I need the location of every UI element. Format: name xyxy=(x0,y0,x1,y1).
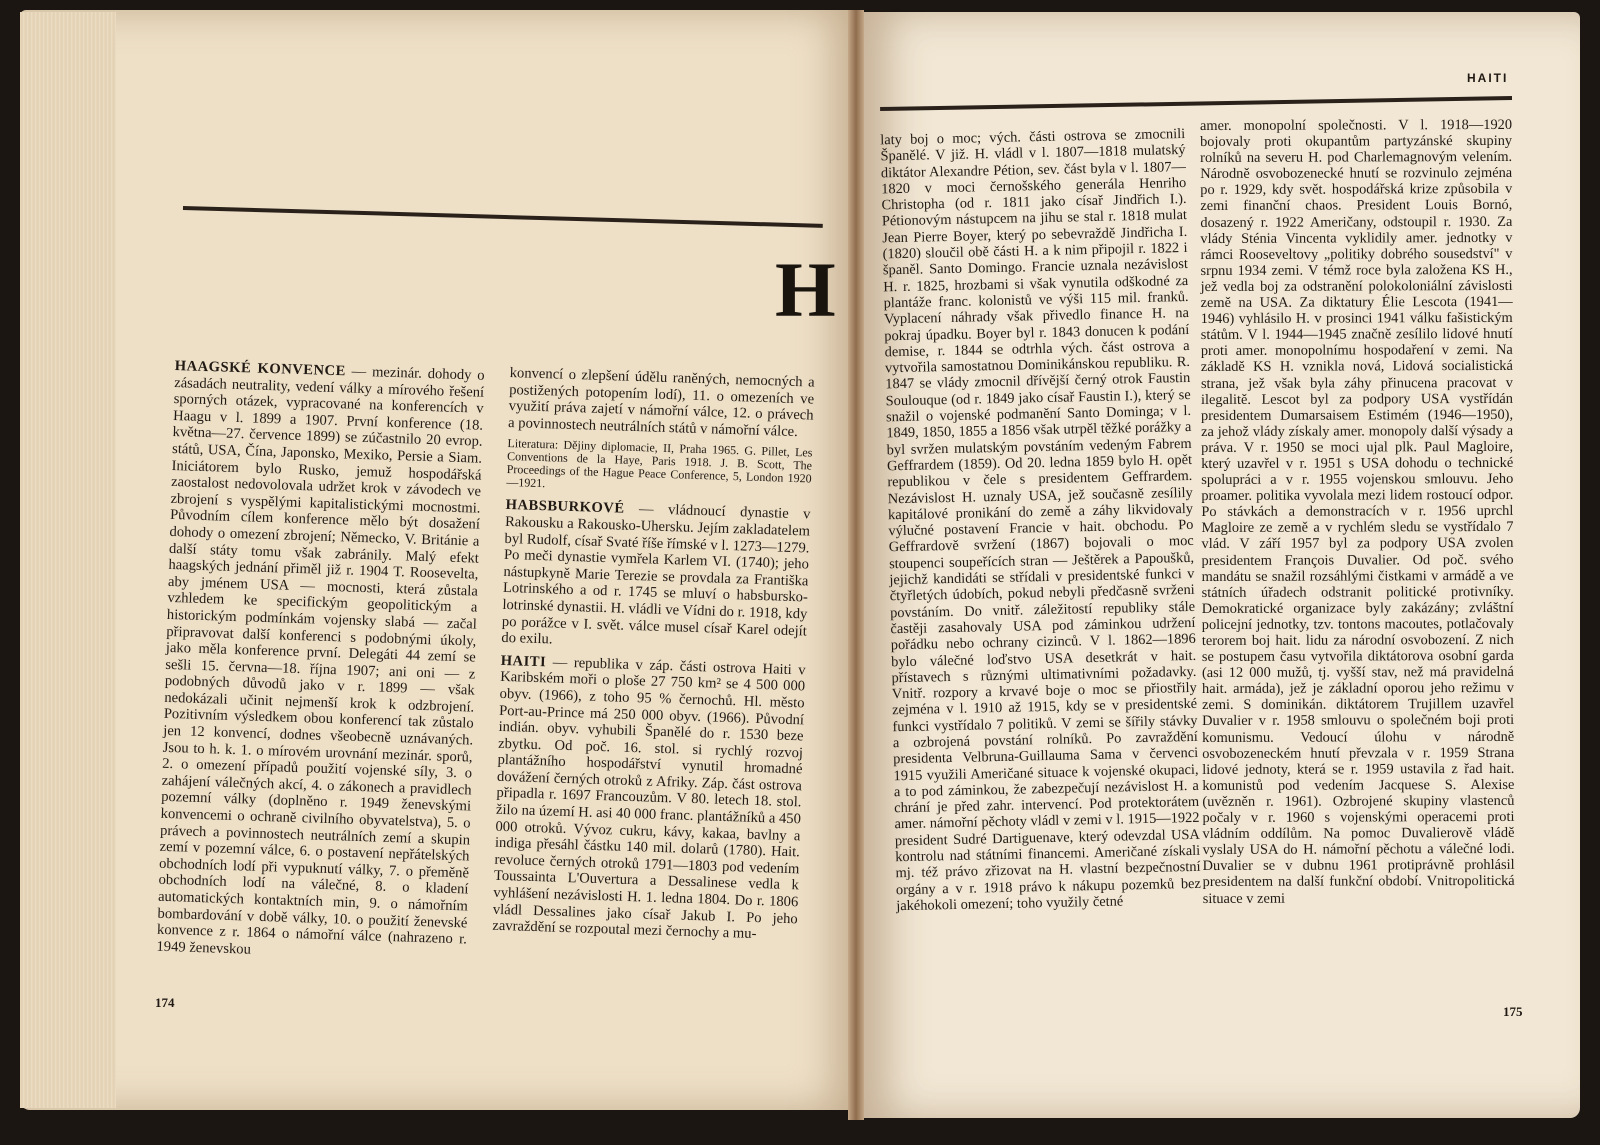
entry-haiti xyxy=(492,653,806,945)
entry-text: laty boj o moc; vých. části ostrova se zmocnili Španělé. V již. H. vládl v l. 1807—1818 mulatský diktátor Alexandre Pétion, sev. část byla v l. 1807—1820 v moci černošského generála Henriho Christopha (od r. 1811 jako císař Jindřich I.). Pétionovým nástupcem na jihu se stal r. 1818 mulat Jean Pierre Boyer, který po sebevraždě Jindřicha I. (1820) sloučil obě části H. a k nim připojil r. 1822 i španěl. Santo Domingo. Francie uznala nezávislost H. r. 1825, hrozbami si však vynutila odškodné za plantáže franc. kolonistů ve výši 115 mil. franků. Vyplacení náhrady však přivedlo finance H. na pokraj úpadku. Boyer byl r. 1843 donucen k podání demise, r. 1844 se odtrhla vých. část ostrova a vytvořila samostatnou Dominikánskou republiku. R. 1847 se vlády zmocnil dřívější černý otrok Faustin Soulouque (od r. 1849 jako císař Faustin I.), který se snažil o vojenské podmanění Santo Dominga; v l. 1849, 1850, 1855 a 1856 však utrpěl těžké porážky a byl svržen mulatským povstáním vedeným Fabrem Geffrardem (1859). Od 20. ledna 1859 bylo H. opět republikou v čele s presidentem Geffrardem. Nezávislost H. uznaly USA, jež současně zesílily kapitálové pronikání do země a záhy likvidovaly výlučné postavení Francie v hait. obchodu. Po Geffrardově svržení (1867) bojovali o moc stoupenci soupeřících stran — Ještěrek a Papoušků, jejichž kandidáti se střídali v presidentské funkci v čtyřletých údobích, pokud nebyli předčasně svrženi povstáním. Do vnitř. záležitostí republiky stále častěji zasahovaly USA pod záminkou udržení pořádku nebo ochrany cizinců. V l. 1862—1896 bylo válečné loďstvo USA desetkrát v hait. přístavech s různými ultimativními požadavky. Vnitř. rozpory a krvavé boje o moc se přiostřily zejména v l. 1910 až 1915, kdy se v presidentské funkci vystřídalo 7 politiků. V zemi se šířily stávky a ozbrojená povstání rolníků. Po zavraždění presidenta Velbruna-Guillauma Sama v červenci 1915 využili Američané situace k vojenské okupaci, a to pod záminkou, že zabezpečují nezávislost H. a chrání je před zahr. intervencí. Pod protektorátem amer. námořní pěchoty vládl v zemi v l. 1915—1922 president Sudré Dartiguenave, který odevzdal USA kontrolu nad státními financemi. Američané získali mj. též právo zřizovat na H. vlastní bezpečnostní orgány a v r. 1918 právo k nákupu pozemků bez jakéhokoli omezení; toho využily četné xyxy=(880,126,1202,915)
entry-text: — republika v záp. části ostrova Haiti v Karibském moři o ploše 27 750 km² se 4 500 000 obyv. (1966), z toho 95 % černochů. Hl. město Port-au-Prince má 250 000 obyv. (1966). Původní indián. obyv. vyhubili Španělé do r. 1530 beze zbytku. Od poč. 16. stol. si rychlý rozvoj plantážního hospodářství vynutil hromadné dovážení černých otroků z Afriky. Záp. část ostrova připadla r. 1697 Francouzům. V 80. letech 18. stol. žilo na území H. asi 40 000 franc. plantážníků a 450 000 otroků. Vývoz cukru, kávy, kakaa, bavlny a indiga přesáhl částku 140 mil. dolarů (1780). Hait. revoluce černých otroků 1791—1803 pod vedením Toussainta L'Ouvertura a Dessalinese vedla k vyhlášení nezávislosti H. 1. ledna 1804. Do r. 1806 vládl Dessalines jako císař Jakub I. Po jeho zavraždění se rozpoutal mezi černochy a mu- xyxy=(492,654,806,943)
entry-text: — mezinár. dohody o zásadách neutrality, vedení války a mírového řešení sporných otázek, vypracované na konferencích v Haagu v l. 1899 a 1907. První konference (18. května—27. července 1899) se zúčastnilo 20 evrop. států, USA, Čína, Japonsko, Mexiko, Persie a Siam. Iniciátorem bylo Rusko, jemuž hospodářská zaostalost nedovolovala udržet krok v závodech ve zbrojení s vyspělými kapitalistickými mocnostmi. Původním cílem konference mělo být dosažení dohody o omezení zbrojení; Německo, V. Británie a další státy tomu však zabránily. Malý efekt haagských jednání přiměl již r. 1904 T. Roosevelta, aby jménem USA — mocnosti, která zůstala vzhledem ke specifickým geopolitickým a historickým podmínkám vojensky slabá — začal připravovat další konferenci s podobnými úkoly, jako měla konference první. Delegáti 44 zemí se sešli 15. června—18. října 1907; ani oni — z podobných důvodů jako v r. 1899 — však nedokázali učinit nejmenší krok k odzbrojení. Pozitivním výsledkem obou konferencí tak zůstalo jen 12 konvencí, dodnes všeobecně uznávaných. Jsou to h. k. 1. o mírovém urovnání mezinár. sporů, 2. o omezení případů použití vojenské síly, 3. o zahájení válečných akcí, 4. o zákonech a pravidlech pozemní války (doplněno r. 1949 ženevskými konvencemi o ochraně civilního obyvatelstva), 5. o právech a povinnostech neutrálních zemí a skupin zemí v pozemní válce, 6. o postavení nepřátelských obchodních lodí při vypuknutí války, 7. o přeměně obchodních lodí na válečné, 8. o kladení automatických kontaktních min, 9. o námořním bombardování v době války, 10. o použití ženevské konvence z r. 1864 o námořní válce (nahrazeno r. 1949 ženevskou xyxy=(156,363,485,958)
book-gutter xyxy=(848,10,864,1120)
entry-text: amer. monopolní společnosti. V l. 1918—1920 bojovaly proti okupantům partyzánské skupiny rolníků na severu H. pod Charlemagnovým velením. Národně osvobozenecké hnutí se rozvinulo zejména po r. 1929, kdy svět. hospodářská krize způsobila v zemi finanční chaos. President Louis Bornó, dosazený r. 1922 Američany, odstoupil r. 1930. Za vlády Sténia Vincenta vyklidily amer. jednotky v rámci Rooseveltovy „politiky dobrého sousedství" v srpnu 1934 zemi. V témž roce byla založena KS H., jež vedla boj za odstranění polokoloniální závislosti země na USA. Za diktatury Élie Lescota (1941—1946) vyhlásilo H. v prosinci 1941 válku fašistickým státům. V l. 1944—1945 značně zesílilo lidové hnutí proti amer. monopolnímu hospodaření v zemi. Na základě KS H. vznikla nová, Lidová socialistická strana, jež však byla záhy přinucena pracovat v ilegalitě. Lescot byl za podpory USA vystřídán presidentem Dumarsaisem Estimém (1946—1950), za jehož vlády získaly amer. monopoly další výsady a práva. V r. 1950 se moci ujal plk. Paul Magloire, který uzavřel v r. 1951 s USA dohodu o technické spolupráci a v r. 1955 vojenskou smlouvu. Jeho proamer. politika vyvolala mezi lidem rostoucí odpor. Po stávkách a demonstracích v r. 1956 uprchl Magloire ze země a v rychlém sledu se vystřídalo 7 vlád. V září 1957 byl za podpory USA zvolen presidentem François Duvalier. Od poč. svého mandátu se snažil rozsáhlými čistkami v armádě a ve státních úřadech odstranit politické protivníky. Demokratické organizace byly zakázány; zvláštní policejní jednotky, tzv. tontons macoutes, potlačovaly terorem boj hait. lidu za národní osvobození. Z nich se postupem času vytvořila diktátorova osobní garda (asi 12 000 mužů, tj. vyšší stav, než má pravidelná hait. armáda), jež je základní oporou jeho režimu v zemi. S dominikán. diktátorem Trujillem uzavřel Duvalier v r. 1958 smlouvu o společném boji proti komunismu. Vedoucí úlohu v národně osvobozeneckém hnutí převzala v r. 1959 Strana lidové jednoty, která se r. 1959 ustavila z řad hait. komunistů pod vedením Jacquese S. Alexise (uvězněn r. 1961). Ozbrojené skupiny vlastenců počaly v r. 1960 s vojenskými operacemi proti vládním oddílům. Na pomoc Duvalierově vládě vyslaly USA do H. námořní pěchotu a válečné lodi. Duvalier se v dubnu 1961 protiprávně prohlásil presidentem na další funkční období. Vnitropolitická situace v zemi xyxy=(1200,116,1515,907)
page-number-left: 174 xyxy=(155,995,175,1010)
headword: HABSBURKOVÉ xyxy=(505,497,625,518)
entry-habsburkove xyxy=(501,497,811,656)
headword: HAAGSKÉ KONVENCE xyxy=(174,358,347,380)
section-letter: H xyxy=(775,246,836,333)
page-number-right: 175 xyxy=(1503,1004,1523,1019)
right-column-1 xyxy=(880,126,1201,920)
running-header: HAITI xyxy=(1467,71,1509,85)
left-column-1 xyxy=(156,358,485,971)
headword: HAITI xyxy=(500,652,547,670)
left-column-2 xyxy=(492,365,815,950)
entry-text: — vládnoucí dynastie v Rakousku a Rakousko-Uhersku. Jejím zakladatelem byl Rudolf, císař Svaté říše římské v l. 1273—1279. Po meči dynastie vymřela Karlem VI. (1740); jeho nástupkyně Marie Terezie se provdala za Františka Lotrinského a od r. 1745 se mluví o habsbursko-lotrinské dynastii. H. vládli ve Vídni do r. 1918, kdy po porážce v I. svět. válce musel císař Karel odejít do exilu. xyxy=(501,501,811,648)
page-edges xyxy=(20,12,116,1108)
literature-note: Literatura: Dějiny diplomacie, II, Praha 1965. G. Pillet, Les Conventions de la Haye, Paris 1918. J. B. Scott, The Proceedings of the Hague Peace Conference, 5, London 1920—1921. xyxy=(506,436,813,491)
right-column-2 xyxy=(1200,117,1515,913)
entry-continuation: konvencí o zlepšení údělu raněných, nemocných a postižených potopením lodí), 11. o omezeních ve využití práva zajetí v námořní válce, 12. o právech a povinnostech neutrálních států v námořní válce. xyxy=(507,365,815,440)
entry-haagske-konvence xyxy=(156,358,485,965)
